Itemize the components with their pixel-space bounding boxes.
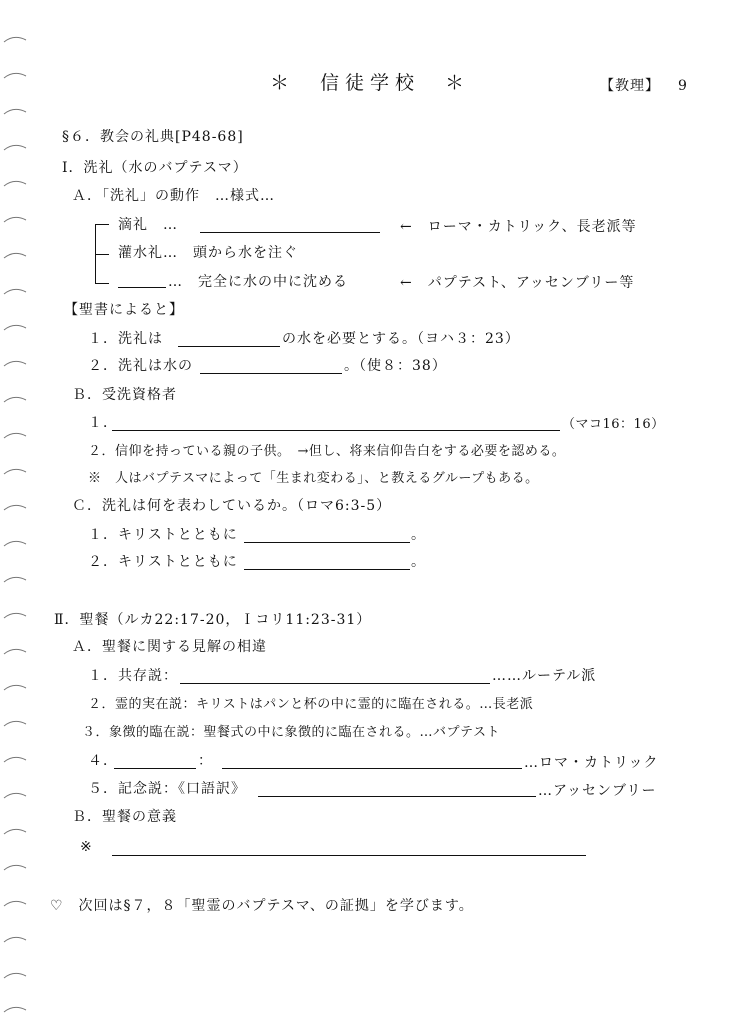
category-label: 【教理】 — [600, 78, 660, 94]
view-item-3: ３．象徴的臨在説：聖餐式の中に象徴的に臨在される。…バプテスト — [82, 725, 500, 740]
part1-c-heading: Ｃ．洗礼は何を表わしているか。（ロマ6:3-5） — [72, 498, 392, 514]
view-item-1: １．共存説： — [88, 668, 178, 684]
meaning-item-1: １．キリストとともに — [88, 527, 238, 543]
part1-b-heading: Ｂ．受洗資格者 — [72, 387, 177, 403]
view-item-5: ５．記念説：《口語訳》 — [88, 781, 246, 797]
candidate-item-2: ２．信仰を持っている親の子供。 →但し、将来信仰告白をする必要を認める。 — [88, 444, 566, 459]
meaning-item-2: ２．キリストとともに — [88, 554, 238, 570]
bible-item-2-ref: 。（使８：38） — [344, 358, 447, 374]
view-item-4-denomination: …ロマ・カトリック — [524, 755, 659, 771]
page-title: ＊ 信徒学校 ＊ — [270, 72, 471, 94]
method-sprinkling: 滴礼 … — [118, 217, 178, 233]
section-heading: §６．教会の礼典[P48-68] — [62, 129, 244, 145]
fill-blank — [114, 768, 196, 769]
view-item-4-colon: ： — [198, 753, 213, 769]
brace-tick — [95, 283, 109, 284]
footer-note: ♡ 次回は§７，８「聖霊のバプテスマ、の証拠」を学びます。 — [50, 898, 474, 914]
method-immersion: … 完全に水の中に沈める — [168, 274, 348, 290]
fill-blank — [112, 855, 586, 856]
view-item-4: ４． — [88, 753, 118, 769]
candidate-item-1-ref: （マコ16：16） — [562, 417, 665, 432]
fill-blank — [180, 683, 490, 684]
part2-a-heading: Ａ．聖餐に関する見解の相違 — [72, 639, 267, 655]
method-immersion-note: ← パプテスト、アッセンブリー等 — [400, 275, 635, 291]
fill-blank — [118, 287, 166, 288]
fill-blank — [112, 430, 560, 431]
fill-blank — [178, 346, 280, 347]
fill-blank — [222, 768, 522, 769]
part1-a-heading: Ａ．「洗礼」の動作 …様式… — [72, 188, 275, 204]
meaning-item-1-end: 。 — [411, 527, 426, 543]
brace-tick — [95, 224, 109, 225]
bible-heading: 【聖書によると】 — [64, 302, 184, 318]
bible-item-1-ref: の水を必要とする。（ヨハ３：23） — [282, 331, 520, 347]
candidate-note: ※ 人はバプテスマによって「生まれ変わる」、と教えるグループもある。 — [88, 471, 539, 486]
fill-blank — [200, 232, 380, 233]
part2-heading: Ⅱ．聖餐（ルカ22:17-20，Ｉコリ11:23-31） — [54, 612, 372, 628]
candidate-item-1: １． — [88, 415, 118, 431]
part2-b-heading: Ｂ．聖餐の意義 — [72, 809, 177, 825]
part2-b-note-mark: ※ — [80, 839, 93, 855]
fill-blank — [244, 542, 410, 543]
meaning-item-2-end: 。 — [411, 554, 426, 570]
fill-blank — [258, 796, 536, 797]
part1-heading: Ⅰ．洗礼（水のバプテスマ） — [62, 160, 248, 176]
page-number: 9 — [678, 78, 688, 94]
bible-item-2-text: ２．洗礼は水の — [88, 358, 193, 374]
view-item-1-denomination: ……ルーテル派 — [492, 668, 597, 684]
method-pouring: 灌水礼… 頭から水を注ぐ — [118, 245, 298, 261]
view-item-5-denomination: …アッセンブリー — [538, 783, 657, 799]
fill-blank — [200, 373, 342, 374]
binder-hole-marks — [2, 0, 32, 1024]
view-item-2: ２．霊的実在説：キリストはパンと杯の中に霊的に臨在される。…長老派 — [88, 697, 534, 712]
brace-tick — [95, 254, 109, 255]
bible-item-1-text: １．洗礼は — [88, 331, 163, 347]
fill-blank — [244, 569, 410, 570]
method-sprinkling-note: ← ローマ・カトリック、長老派等 — [400, 219, 637, 235]
